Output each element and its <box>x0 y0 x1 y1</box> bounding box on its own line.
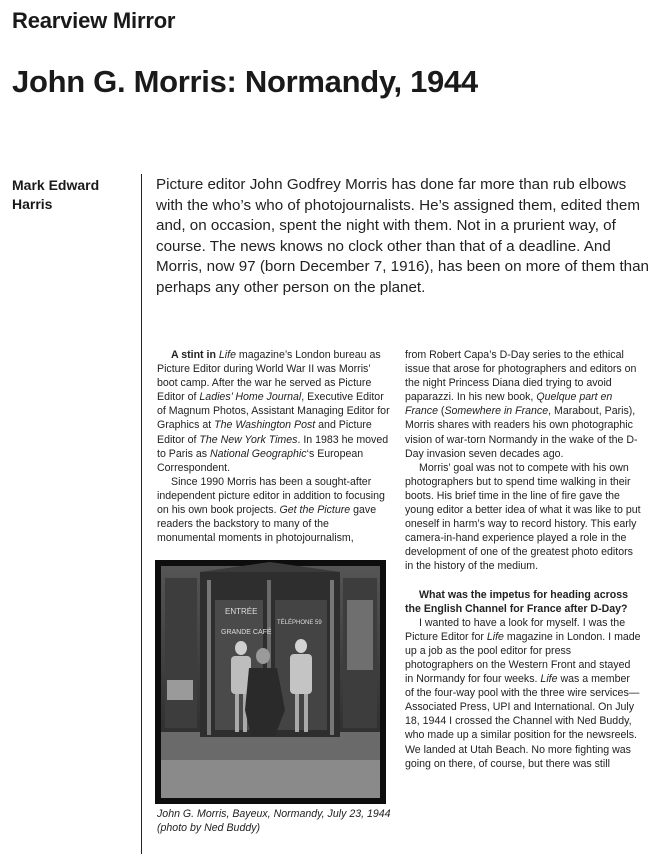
text-run: gave readers the backstory to many of the monumental moments in photojournalism, <box>157 504 377 545</box>
text-run: magazine in London. I made up a job as the pool editor for press photographers on the Western Front and stayed in Normandy for four weeks. <box>405 630 641 686</box>
sign-cafe: GRANDE CAFÉ <box>221 629 272 636</box>
publication-name: National Geographic <box>210 447 307 460</box>
sign-telephone: TÉLÉPHONE 59 <box>277 620 322 626</box>
publication-name: Ladies’ Home Journal <box>199 391 302 404</box>
vertical-rule <box>141 174 142 854</box>
publication-name: Life <box>218 349 236 361</box>
text-run: ‘s European Correspondent. <box>157 447 364 474</box>
sign-entree: ENTRÉE <box>225 607 258 616</box>
book-title: Get the Picture <box>279 504 351 517</box>
paragraph <box>157 475 390 545</box>
text-run: , Executive Editor of Magnum Photos, Assistant Managing Editor for Graphics at <box>157 391 390 432</box>
paragraph <box>405 348 641 461</box>
paragraph <box>405 616 641 771</box>
text-run: . In 1983 he moved to Paris as <box>157 433 389 460</box>
book-title: Somewhere in France <box>444 405 549 418</box>
photo-illustration <box>155 560 386 804</box>
book-title: Quelque part en France <box>405 391 613 418</box>
text-run: ( <box>437 405 445 418</box>
body-column-1 <box>157 348 390 545</box>
article-title: John G. Morris: Normandy, 1944 <box>12 64 478 99</box>
intro-paragraph: Picture editor John Godfrey Morris has done far more than rub elbows with the who’s who of photojournalists. He’s assigned them, edited them and, on occasion, spent the night with them. Not in a prurient way, of course. The news knows no clock other than that of a deadline. And Morris, now 97 (born December 7, 1916), has been on more of them than perhaps any other person on the planet. <box>156 176 650 296</box>
paragraph: Morris’ goal was not to compete with his own photographers but to spend time walking in their boots. His brief time in the line of fire gave the young editor a better idea of what it was like to put oneself in harm’s way to record history. This early camera-in-hand experience played a role in the development of one of the greatest photo editors in the history of the medium. <box>405 461 641 573</box>
text-run: was a member of the four-way pool with the three wire services—Associated Press, UPI and International. On July 18, 1944 I crossed the Channel with Ned Buddy, who made up a similar position for the newsreels. We landed at Utah Beach. No more fighting was going on there, of course, but there was still <box>405 673 640 770</box>
publication-name: Life <box>486 630 504 643</box>
text-run: , Marabout, Paris), Morris shares with readers his own photographic vision of war-torn Normandy in the wake of the D-Day invasion seven decades ago. <box>405 405 638 460</box>
lead-in: A stint in <box>171 349 216 361</box>
text-run: magazine’s London bureau as Picture Editor during World War II was Morris’ boot camp. After the war he served as Picture Editor of <box>157 349 381 404</box>
body-column-2 <box>405 348 641 771</box>
publication-name: The New York Times <box>199 433 298 446</box>
publication-name: Life <box>540 673 558 686</box>
text-run: and Picture Editor of <box>157 419 372 446</box>
text-run: I wanted to have a look for myself. I was the Picture Editor for <box>405 616 626 643</box>
article-photo <box>155 560 386 804</box>
interview-question: What was the impetus for heading across the English Channel for France after D-Day? <box>405 588 628 615</box>
section-heading: Rearview Mirror <box>12 8 176 33</box>
author-byline: Mark Edward Harris <box>12 177 100 212</box>
publication-name: The Washington Post <box>214 419 316 432</box>
text-run: from Robert Capa’s D-Day series to the ethical issue that arose for photographers and editors on the night Princess Diana died trying to avoid paparazzi. In his new book, <box>405 349 637 404</box>
text-run: Since 1990 Morris has been a sought-after independent picture editor in addition to focusing on his own book projects. <box>157 475 385 517</box>
photo-caption: John G. Morris, Bayeux, Normandy, July 23, 1944 (photo by Ned Buddy) <box>157 808 391 835</box>
paragraph <box>157 348 390 475</box>
